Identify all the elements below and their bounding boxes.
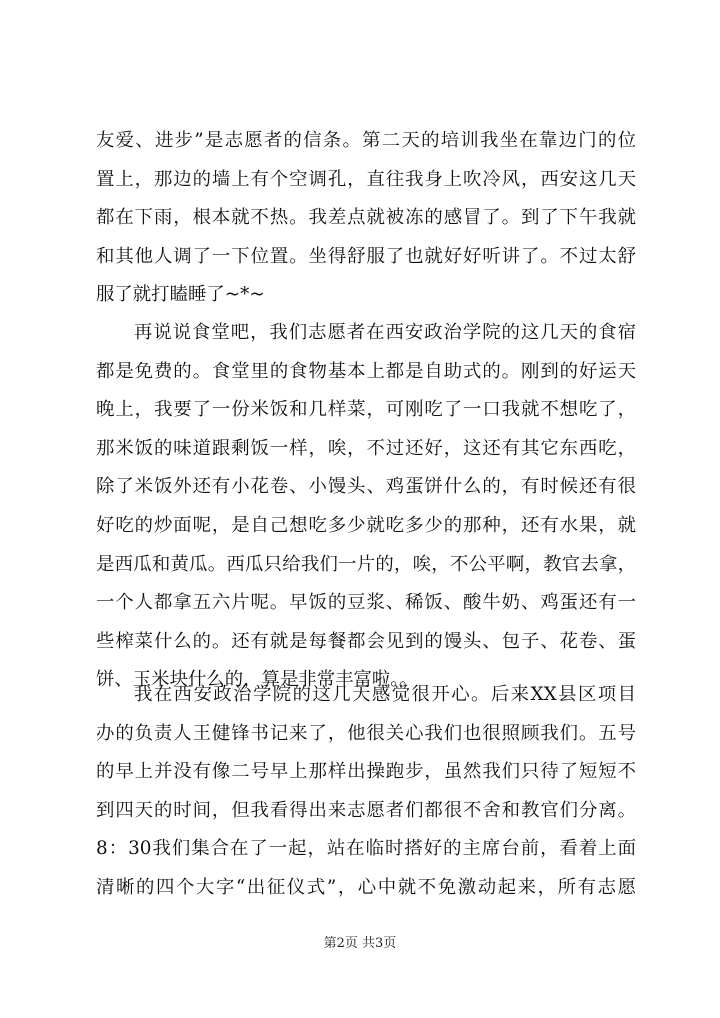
paragraph-2 [96, 314, 636, 700]
text-line: 好吃的炒面呢，是自己想吃多少就吃多少的那种，还有水果，就 [96, 514, 636, 536]
text-line: 清晰的四个大字“出征仪式”，心中就不免激动起来，所有志愿 [96, 876, 636, 898]
text-line: 的早上并没有像二号早上那样出操跑步，虽然我们只待了短短不 [96, 761, 636, 783]
paragraph-3 [96, 676, 636, 908]
text-line: 和其他人调了一下位置。坐得舒服了也就好好听讲了。不过太舒 [96, 245, 636, 267]
text-line: 办的负责人王健锋书记来了，他很关心我们也很照顾我们。五号 [96, 722, 636, 744]
text-line: 饼、玉米块什么的，算是非常丰富啦。。 [96, 669, 418, 691]
page-footer: 第2页 共3页 [323, 936, 397, 951]
text-line: 是西瓜和黄瓜。西瓜只给我们一片的，唉，不公平啊，教官去拿， [96, 553, 636, 575]
paragraph-1 [96, 122, 636, 315]
text-line: 置上，那边的墙上有个空调孔，直往我身上吹冷风，西安这几天 [96, 168, 636, 190]
text-line: 8：30我们集合在了一起，站在临时搭好的主席台前，看着上面 [96, 838, 636, 860]
text-line: 友爱、进步”是志愿者的信条。第二天的培训我坐在靠边门的位 [96, 130, 636, 151]
text-line: 服了就打瞌睡了~*~ [96, 284, 265, 306]
text-line: 到四天的时间，但我看得出来志愿者们都很不舍和教官们分离。 [96, 799, 636, 821]
text-line: 都是免费的。食堂里的食物基本上都是自助式的。刚到的好运天 [96, 360, 636, 382]
text-line: 晚上，我要了一份米饭和几样菜，可刚吃了一口我就不想吃了， [96, 399, 636, 421]
text-line: 那米饭的味道跟剩饭一样，唉，不过还好，这还有其它东西吃， [96, 437, 636, 459]
text-line: 一个人都拿五六片呢。早饭的豆浆、稀饭、酸牛奶、鸡蛋还有一 [96, 592, 636, 614]
text-line: 除了米饭外还有小花卷、小馒头、鸡蛋饼什么的，有时候还有很 [96, 476, 636, 498]
text-line: 我在西安政治学院的这几天感觉很开心。后来XX县区项目 [134, 684, 636, 705]
text-line: 些榨菜什么的。还有就是每餐都会见到的馒头、包子、花卷、蛋 [96, 630, 636, 652]
text-line: 再说说食堂吧，我们志愿者在西安政治学院的这几天的食宿 [134, 322, 636, 343]
text-line: 都在下雨，根本就不热。我差点就被冻的感冒了。到了下午我就 [96, 207, 636, 229]
